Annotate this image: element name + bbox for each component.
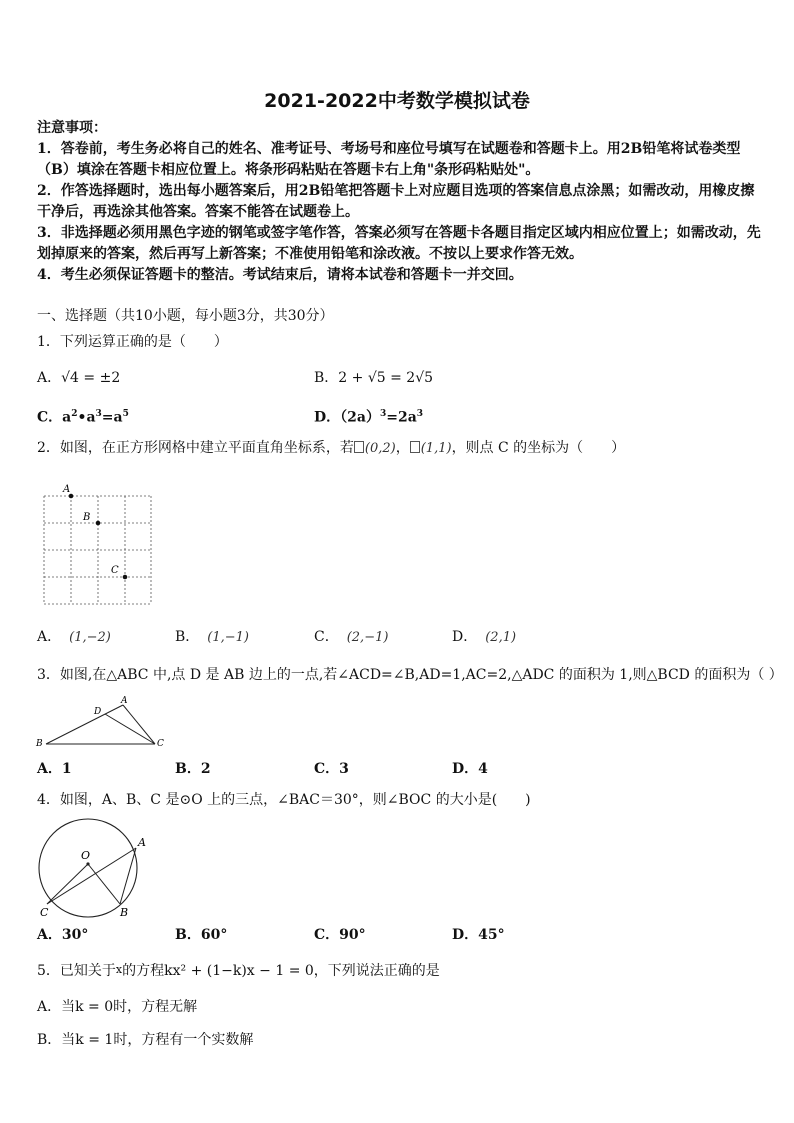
label-b: B: [83, 512, 91, 523]
q1-option-c: C．$a^2•a^3=a^5$: [37, 409, 129, 426]
notice-line-5: 3．非选择题必须用黑色字迹的钢笔或签字笔作答，答案必须写在答题卡各题目指定区域内相应位置上；如需改动，先: [37, 225, 761, 241]
label-o: O: [81, 849, 91, 862]
missing-glyph-icon: [410, 441, 420, 453]
q5-option-b: B．当k = 1时，方程有一个实数解: [37, 1032, 254, 1048]
q3-stem: 3．如图,在△ABC 中,点 D 是 AB 边上的一点,若∠ACD=∠B,AD=1,AC=2,△ADC 的面积为 1,则△BCD 的面积为（ ）: [37, 667, 783, 683]
label-a: A: [121, 696, 128, 706]
center-o: [86, 862, 89, 865]
q1-option-b-label: B．: [314, 370, 339, 386]
q2-stem: 2．如图，在正方形网格中建立平面直角坐标系，若 (0,2)， (1,1)，则点 C 的坐标为（ ）: [37, 440, 626, 456]
point-c: [123, 575, 128, 580]
q4-option-b: B．60°: [175, 927, 228, 943]
notice-line-4: 干净后，再选涂其他答案。答案不能答在试题卷上。: [37, 204, 359, 220]
q4-option-d: D．45°: [452, 927, 505, 943]
section-heading: 一、选择题（共10小题，每小题3分，共30分）: [37, 308, 334, 324]
q3-option-c: C．3: [314, 761, 349, 777]
point-b: [96, 521, 101, 526]
q2-grid-figure: [38, 480, 154, 608]
q4-circle-figure: [32, 818, 152, 920]
page-title: 2021-2022中考数学模拟试卷: [264, 90, 530, 112]
q4-option-c: C．90°: [314, 927, 366, 943]
missing-glyph-icon: [354, 441, 364, 453]
q3-triangle-figure: [34, 694, 168, 750]
q1-option-d: D．$(2a)^3=2a^3$: [314, 409, 424, 426]
q1-option-b: [314, 368, 433, 388]
notice-line-7: 4．考生必须保证答题卡的整洁。考试结束后，请将本试卷和答题卡一并交回。: [37, 267, 523, 283]
q2-option-b: B． (1,−1): [175, 629, 250, 645]
label-c: C: [157, 739, 164, 749]
label-b: B: [120, 906, 129, 919]
q1-option-a-label: A．: [37, 370, 62, 386]
q4-stem: 4．如图，A、B、C 是⊙O 上的三点，∠BAC＝30°，则∠BOC 的大小是( ): [37, 792, 531, 808]
q1-option-a-math: √4 = ±2: [61, 370, 121, 386]
label-b: B: [36, 739, 43, 749]
notice-line-2: （B）填涂在答题卡相应位置上。将条形码粘贴在答题卡右上角"条形码粘贴处"。: [37, 162, 540, 178]
notice-line-6: 划掉原来的答案，然后再写上新答案；不准使用铅笔和涂改液。不按以上要求作答无效。: [37, 246, 583, 262]
q3-option-b: B．2: [175, 761, 211, 777]
q2-option-d: D． (2,1): [452, 629, 517, 645]
label-c: C: [40, 906, 49, 919]
label-a: A: [138, 836, 146, 849]
label-c: C: [111, 565, 119, 576]
q1-stem: 1．下列运算正确的是（ ）: [37, 334, 228, 350]
q3-option-d: D．4: [452, 761, 488, 777]
q5-stem: 5．已知关于x的方程kx² + (1−k)x − 1 = 0，下列说法正确的是: [37, 963, 440, 979]
q3-option-a: A．1: [37, 761, 72, 777]
notice-heading: 注意事项：: [37, 120, 107, 136]
q1-option-a: [37, 368, 120, 388]
label-a: A: [63, 484, 71, 495]
q5-option-a: A．当k = 0时，方程无解: [37, 999, 198, 1015]
label-d: D: [94, 707, 102, 717]
notice-line-1: 1．答卷前，考生务必将自己的姓名、准考证号、考场号和座位号填写在试题卷和答题卡上。用2B铅笔将试卷类型: [37, 141, 741, 157]
q2-option-c: C． (2,−1): [314, 629, 389, 645]
notice-line-3: 2．作答选择题时，选出每小题答案后，用2B铅笔把答题卡上对应题目选项的答案信息点涂黑；如需改动，用橡皮擦: [37, 183, 755, 199]
q2-option-a: A． (1,−2): [37, 629, 111, 645]
q1-option-b-math: 2 + √5 = 2√5: [338, 370, 434, 386]
q4-option-a: A．30°: [37, 927, 89, 943]
